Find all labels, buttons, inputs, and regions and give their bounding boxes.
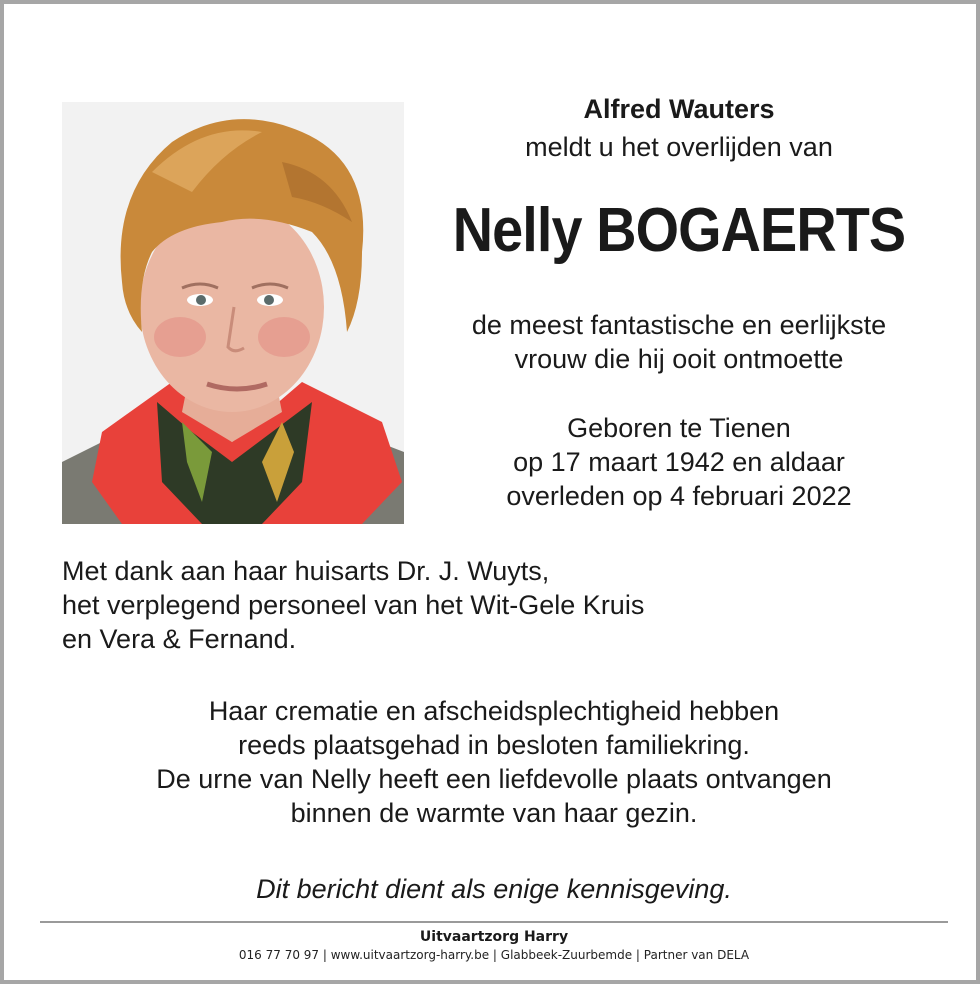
- ceremony-paragraph: [44, 694, 944, 830]
- deceased-name: Nelly BOGAERTS: [452, 196, 906, 265]
- portrait-illustration: [62, 102, 404, 524]
- ceremony-line: binnen de warmte van haar gezin.: [290, 798, 698, 828]
- ceremony-line: De urne van Nelly heeft een liefdevolle plaats ontvangen: [156, 764, 832, 794]
- ceremony-line: Haar crematie en afscheidsplechtigheid hebben: [208, 696, 780, 726]
- funeral-home-name: Uitvaartzorg Harry: [419, 929, 569, 945]
- thanks-line: het verplegend personeel van het Wit-Gele Kruis: [62, 590, 645, 620]
- announcement-line: meldt u het overlijden van: [525, 132, 833, 162]
- thanks-line: en Vera & Fernand.: [62, 624, 297, 654]
- portrait-photo: [62, 102, 404, 524]
- funeral-home-contact: 016 77 70 97 | www.uitvaartzorg-harry.be | Glabbeek-Zuurbemde | Partner van DELA: [238, 948, 750, 962]
- thanks-paragraph: [62, 554, 922, 656]
- birth-place-line: Geboren te Tienen: [567, 413, 791, 443]
- death-date-line: overleden op 4 februari 2022: [506, 481, 852, 511]
- sole-notice-text: Dit bericht dient als enige kennisgeving.: [256, 874, 732, 904]
- ceremony-line: reeds plaatsgehad in besloten familiekring.: [238, 730, 750, 760]
- thanks-line: Met dank aan haar huisarts Dr. J. Wuyts,: [62, 556, 550, 586]
- tribute-line: vrouw die hij ooit ontmoette: [514, 344, 844, 374]
- footer-divider: [40, 921, 948, 923]
- announcer-name: Alfred Wauters: [583, 94, 775, 124]
- tribute-text: [419, 308, 939, 376]
- tribute-line: de meest fantastische en eerlijkste: [471, 310, 887, 340]
- birth-date-line: op 17 maart 1942 en aldaar: [513, 447, 845, 477]
- birth-death-details: [419, 411, 939, 513]
